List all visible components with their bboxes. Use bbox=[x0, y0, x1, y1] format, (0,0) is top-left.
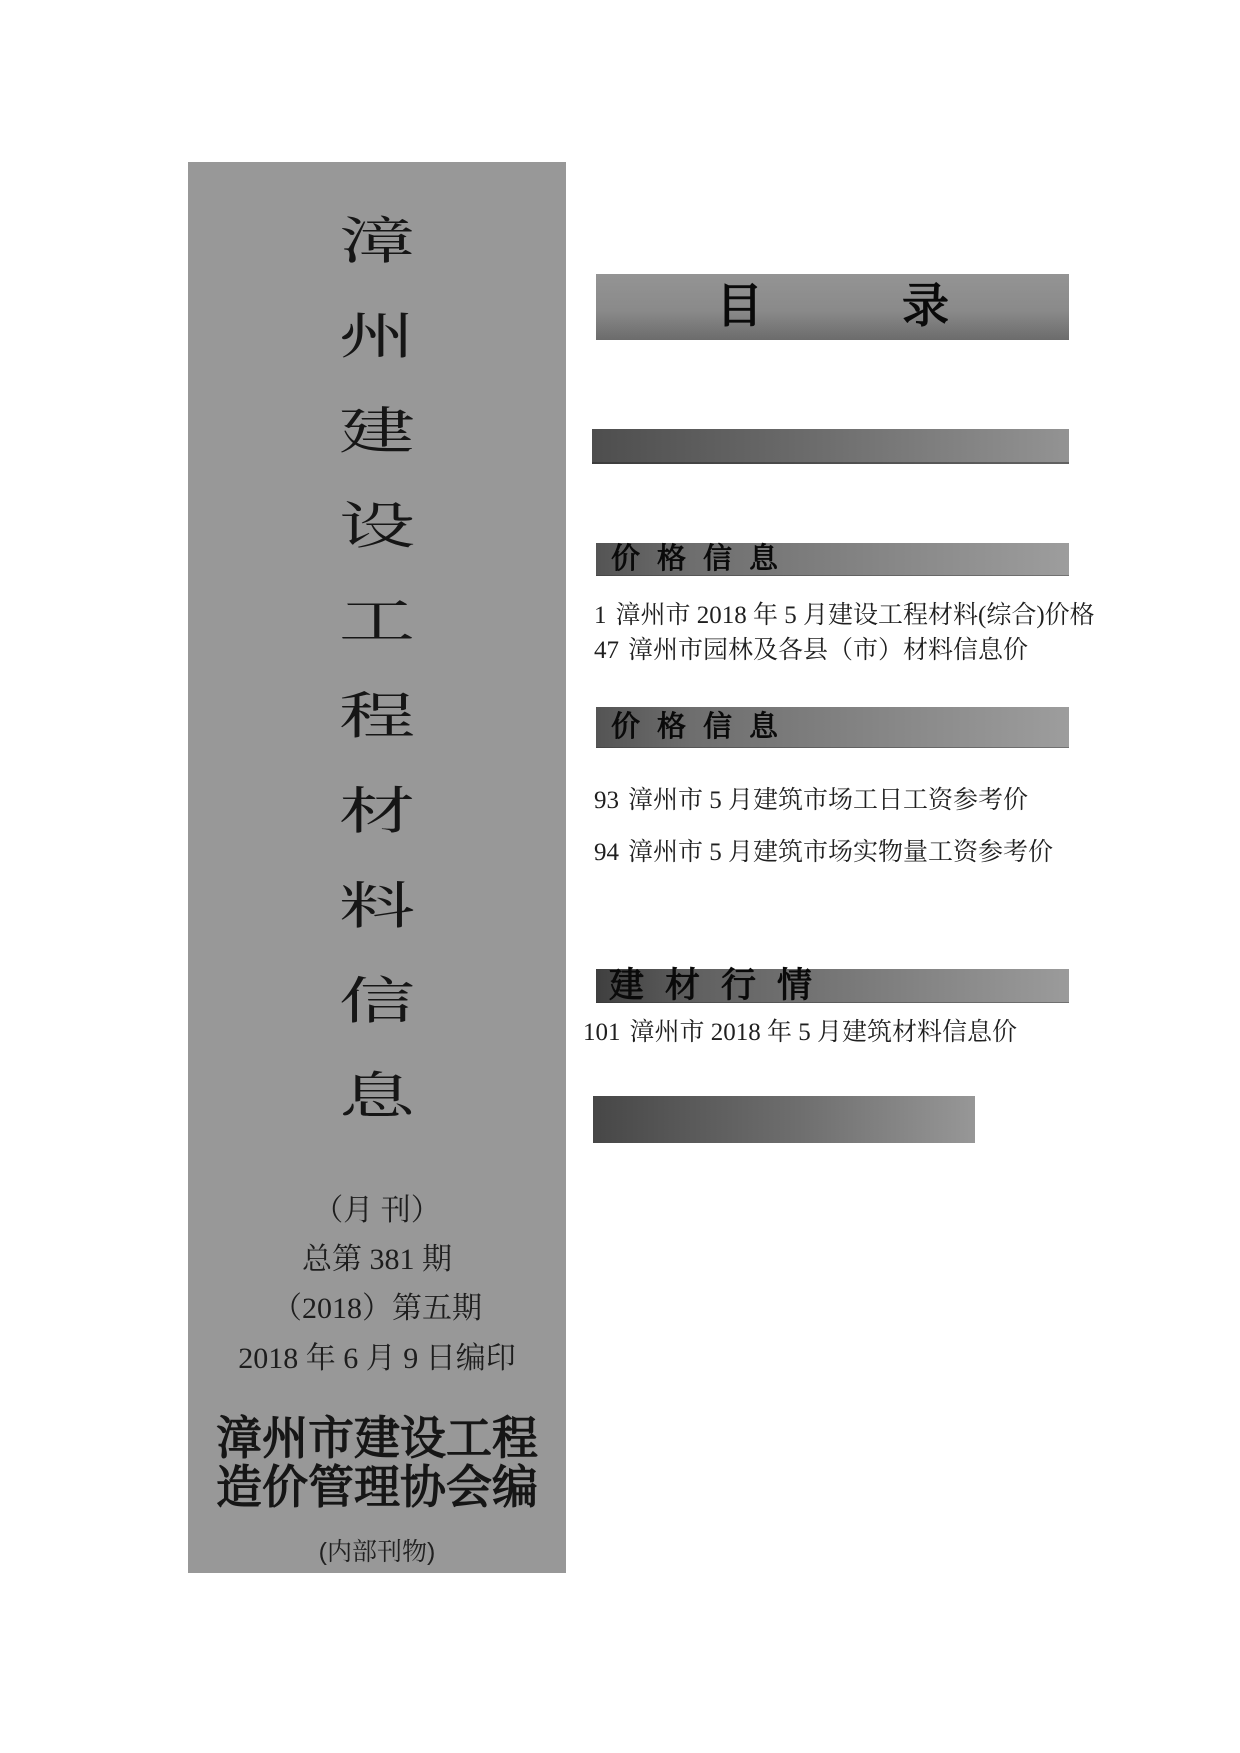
toc-entry-page-number: 1 bbox=[594, 602, 607, 629]
title-char: 息 bbox=[338, 1068, 416, 1125]
toc-entry bbox=[594, 786, 1028, 816]
section-title: 价格信息 bbox=[611, 542, 796, 575]
toc-entry bbox=[594, 838, 1053, 868]
toc-entry-title: 漳州市 2018 年 5 月建筑材料信息价 bbox=[629, 1019, 1018, 1046]
publisher-line-1: 漳州市建设工程 bbox=[216, 1413, 538, 1464]
toc-entry-page-number: 101 bbox=[583, 1019, 621, 1046]
publisher-line-2: 造价管理协会编 bbox=[216, 1462, 538, 1513]
divider-bar-bottom bbox=[593, 1096, 975, 1143]
toc-entry bbox=[583, 1018, 1017, 1048]
toc-entry-title: 漳州市 5 月建筑市场实物量工资参考价 bbox=[628, 839, 1054, 866]
toc-entry-title: 漳州市 2018 年 5 月建设工程材料(综合)价格 bbox=[615, 602, 1095, 629]
toc-header-title: 目录 bbox=[716, 280, 1088, 333]
title-char: 漳 bbox=[338, 213, 416, 270]
issue-number-year: （2018）第五期 bbox=[272, 1292, 482, 1325]
section-header-price-info-1 bbox=[596, 543, 1069, 576]
toc-entry-title: 漳州市 5 月建筑市场工日工资参考价 bbox=[628, 787, 1029, 814]
toc-entry bbox=[594, 636, 1028, 666]
divider-bar-top bbox=[592, 429, 1069, 464]
title-char: 工 bbox=[338, 593, 416, 650]
toc-entry-page-number: 94 bbox=[594, 839, 619, 866]
title-char: 州 bbox=[338, 308, 416, 365]
toc-header-bar bbox=[596, 274, 1088, 340]
toc-entry-page-number: 47 bbox=[594, 637, 619, 664]
journal-title-vertical bbox=[188, 190, 566, 1140]
title-char: 信 bbox=[338, 973, 416, 1030]
title-char: 料 bbox=[338, 878, 416, 935]
title-char: 设 bbox=[338, 498, 416, 555]
section-header-building-materials-market bbox=[596, 966, 1069, 1005]
section-title: 建材行情 bbox=[609, 966, 834, 1005]
title-char: 程 bbox=[338, 688, 416, 745]
internal-publication-note: (内部刊物) bbox=[318, 1538, 436, 1566]
toc-entry-page-number: 93 bbox=[594, 787, 619, 814]
title-char: 材 bbox=[338, 783, 416, 840]
toc-entry bbox=[594, 601, 1095, 631]
title-char: 建 bbox=[338, 403, 416, 460]
print-date: 2018 年 6 月 9 日编印 bbox=[238, 1342, 516, 1375]
journal-spine-panel bbox=[188, 162, 566, 1573]
toc-entry-title: 漳州市园林及各县（市）材料信息价 bbox=[628, 637, 1029, 664]
issue-number-total: 总第 381 期 bbox=[302, 1243, 452, 1276]
section-title: 价格信息 bbox=[611, 710, 796, 743]
issue-frequency: （月 刊） bbox=[313, 1194, 441, 1227]
section-header-price-info-2 bbox=[596, 707, 1069, 748]
